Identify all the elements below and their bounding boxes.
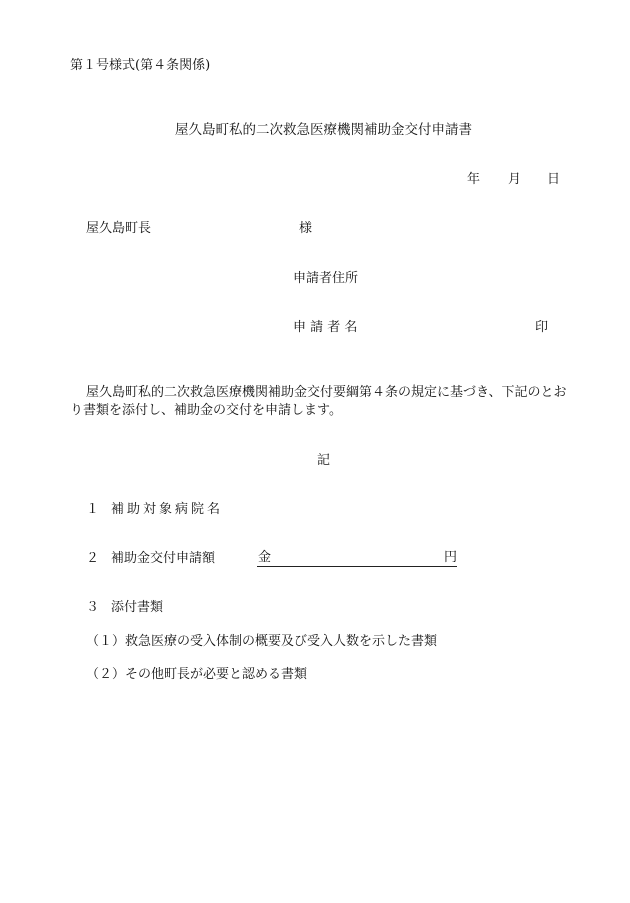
form-number: 第１号様式(第４条関係): [70, 58, 211, 73]
item2-number: ２: [86, 551, 100, 566]
date-month: 月: [508, 172, 522, 187]
date-day: 日: [547, 172, 561, 187]
applicant-address-label: 申請者住所: [293, 271, 359, 286]
item1-label: 補助対象病院名: [111, 502, 224, 517]
amount-blank-line: [257, 551, 457, 567]
item3-label: 添付書類: [111, 600, 164, 615]
addressee-honorific: 様: [299, 221, 313, 236]
date-year: 年: [467, 172, 481, 187]
applicant-name-label: 申 請 者 名: [293, 320, 358, 335]
seal-mark: 印: [535, 320, 549, 335]
item3-number: ３: [86, 600, 100, 615]
item2-label: 補助金交付申請額: [111, 551, 216, 566]
amount-suffix: 円: [443, 550, 457, 565]
attachment-item-2: （２）その他町長が必要と認める書類: [86, 667, 308, 682]
attachment-item-1: （１）救急医療の受入体制の概要及び受入人数を示した書類: [86, 634, 438, 649]
item1-number: １: [86, 502, 100, 517]
body-text-line1: 屋久島町私的二次救急医療機関補助金交付要綱第４条の規定に基づき、下記のとお: [86, 385, 567, 400]
body-text-line2: り書類を添付し、補助金の交付を申請します。: [70, 403, 342, 418]
ki-heading: 記: [317, 453, 331, 468]
form-title: 屋久島町私的二次救急医療機関補助金交付申請書: [175, 122, 472, 138]
addressee-name: 屋久島町長: [86, 221, 152, 236]
amount-prefix: 金: [258, 550, 272, 565]
